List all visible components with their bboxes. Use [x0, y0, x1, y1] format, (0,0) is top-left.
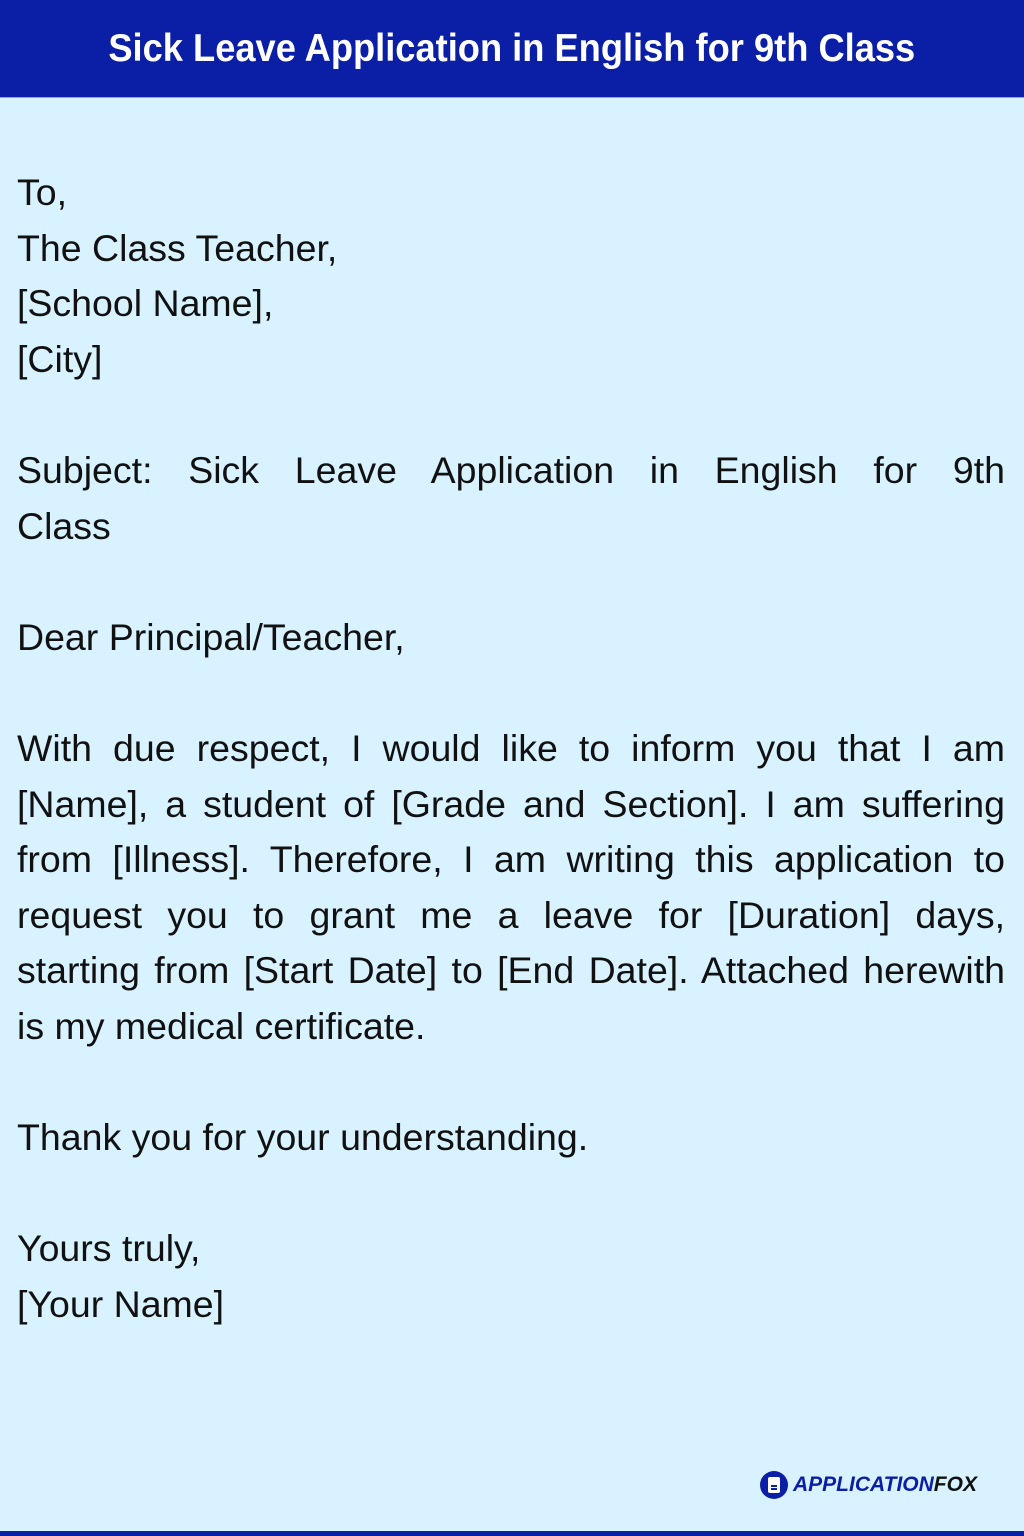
page-header [0, 0, 1024, 98]
brand-name [793, 1473, 977, 1497]
recipient-line: [City] [17, 337, 103, 380]
letter-body [17, 165, 1005, 1332]
spacer [17, 665, 1005, 721]
spacer [17, 1166, 1005, 1222]
spacer [17, 1055, 1005, 1111]
closing-line: Yours truly, [17, 1227, 201, 1270]
brand-name-part-1: APPLICATION [793, 1473, 934, 1496]
subject-line-continued: Class [17, 504, 111, 547]
salutation: Dear Principal/Teacher, [17, 615, 405, 658]
document-icon [760, 1471, 788, 1499]
recipient-block [17, 165, 1005, 387]
bottom-stripe [0, 1531, 1024, 1536]
page-title: Sick Leave Application in English for 9th Class [108, 26, 916, 70]
body-paragraph: With due respect, I would like to inform you that I am [Name], a student of [Grade and Section]. I am suffering from [Illness]. Therefore, I am writing this application to request you to grant me a leave for [Duration] days, starting from [Start Date] to [End Date]. Attached herewith is my medical certificate. [17, 726, 1005, 1047]
recipient-line: [School Name], [17, 282, 274, 325]
spacer [17, 554, 1005, 610]
thanks-line: Thank you for your understanding. [17, 1116, 589, 1159]
recipient-line: To, [17, 171, 68, 213]
recipient-line: The Class Teacher, [17, 226, 338, 269]
subject-block [17, 443, 1005, 554]
subject-line: Subject: Sick Leave Application in English for 9th [17, 448, 1005, 491]
brand-logo [760, 1470, 977, 1500]
spacer [17, 387, 1005, 443]
signature-line: [Your Name] [17, 1282, 225, 1325]
brand-name-part-2: FOX [933, 1473, 977, 1496]
